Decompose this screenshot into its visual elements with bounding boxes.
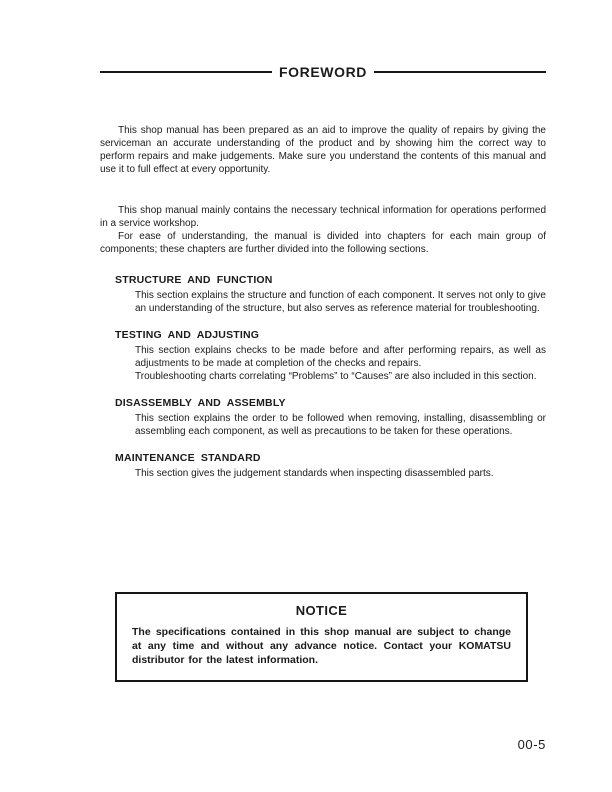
page-title: FOREWORD bbox=[279, 64, 368, 80]
section-paragraph: This section gives the judgement standards when inspecting disassembled parts. bbox=[135, 468, 494, 479]
section-heading: MAINTENANCE STANDARD bbox=[115, 452, 261, 464]
section-paragraph: This section explains the structure and function of each component. It serves not only to give an understanding of the structure, but also serves as reference material for troubleshooting. bbox=[135, 290, 546, 314]
notice-title: NOTICE bbox=[295, 603, 348, 618]
page-content bbox=[100, 64, 546, 480]
intro-block-1 bbox=[100, 124, 546, 176]
section-heading: TESTING AND ADJUSTING bbox=[115, 329, 260, 341]
page-number: 00-5 bbox=[517, 737, 546, 752]
page-header bbox=[100, 64, 546, 80]
section-heading: STRUCTURE AND FUNCTION bbox=[115, 274, 273, 286]
section-testing-and-adjusting bbox=[115, 329, 546, 383]
title-rule-right bbox=[374, 71, 546, 73]
intro-block-2 bbox=[100, 204, 546, 256]
intro-paragraph-2: This shop manual mainly contains the necessary technical information for operations performed in a service workshop. bbox=[100, 205, 546, 229]
section-paragraph: Troubleshooting charts correlating “Problems” to “Causes” are also included in this section. bbox=[135, 371, 537, 382]
section-maintenance-standard bbox=[115, 452, 546, 480]
section-heading: DISASSEMBLY AND ASSEMBLY bbox=[115, 397, 286, 409]
section-paragraph: This section explains checks to be made before and after performing repairs, as well as adjustments to be made at completion of the checks and repairs. bbox=[135, 345, 546, 369]
notice-body: The specifications contained in this shop manual are subject to change at any time and without any advance notice. Contact your KOMATSU distributor for the latest information. bbox=[132, 626, 511, 666]
sections-list bbox=[115, 274, 546, 480]
intro-paragraph-3: For ease of understanding, the manual is divided into chapters for each main group of components; these chapters are further divided into the following sections. bbox=[100, 231, 546, 255]
intro-paragraph-1: This shop manual has been prepared as an aid to improve the quality of repairs by giving the serviceman an accurate understanding of the product and by showing him the correct way to perform repairs and make judgements. Make sure you understand the contents of this manual and use it to full effect at every opportunity. bbox=[100, 125, 546, 175]
section-disassembly-and-assembly bbox=[115, 397, 546, 438]
title-rule-left bbox=[100, 71, 272, 73]
section-structure-and-function bbox=[115, 274, 546, 315]
section-paragraph: This section explains the order to be followed when removing, installing, disassembling or assembling each component, as well as precautions to be taken for these operations. bbox=[135, 413, 546, 437]
notice-box bbox=[115, 592, 528, 682]
